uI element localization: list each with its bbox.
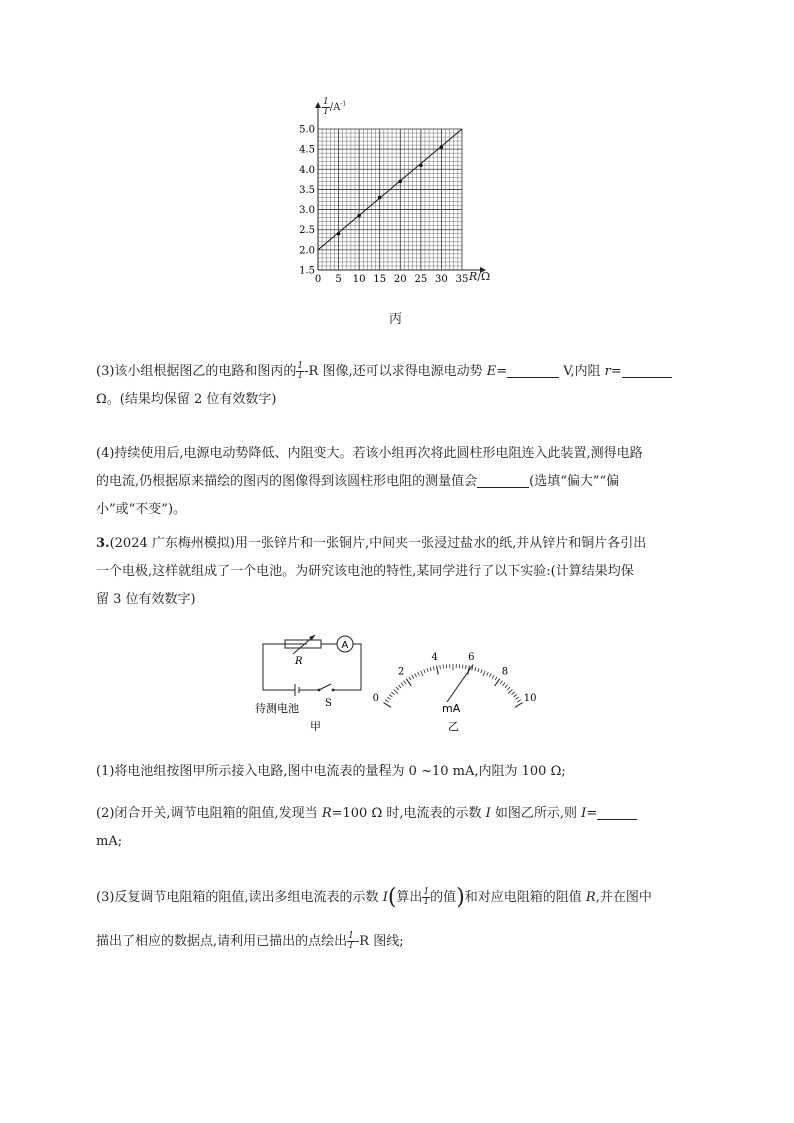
subquestion-1: (1)将电池组按图甲所示接入电路,图中电流表的量程为 0 ~10 mA,内阻为 100 Ω;: [96, 764, 566, 779]
meter-tick-labels: [373, 652, 537, 704]
switch-lever: [319, 684, 331, 690]
data-point: [440, 145, 444, 149]
meter-tick: [427, 668, 428, 672]
meter-tick: [481, 669, 482, 673]
meter-tick: [503, 683, 506, 686]
y-tick-label: 5.0: [299, 124, 315, 136]
meter-tick: [440, 665, 441, 669]
x-tick-label: 35: [455, 274, 469, 285]
x-tick-label: 0: [314, 274, 322, 285]
x-axis-label: R/Ω: [469, 270, 491, 283]
graph-caption: 丙: [389, 312, 403, 327]
meter-tick: [421, 671, 423, 677]
y-axis-label: $\frac{1}{I}$ $/A^{-1}$: [323, 97, 347, 117]
y-tick-label: 3.0: [299, 205, 315, 217]
answer-blank-E[interactable]: [507, 362, 559, 378]
data-point: [337, 232, 341, 236]
meter-tick: [383, 703, 391, 708]
meter-tick: [412, 675, 414, 678]
circuit-caption: 甲: [310, 720, 321, 733]
meter-tick: [394, 689, 398, 693]
meter-needle: [447, 664, 473, 702]
meter-tick: [389, 694, 392, 697]
meter-tick: [415, 673, 417, 677]
subquestion-2: (2)闭合开关,调节电阻箱的阻值,发现当 R=100 Ω 时,电流表的示数 I 如图乙所示,则 I= mA;: [96, 800, 706, 856]
meter-tick-label: 0: [372, 692, 380, 704]
meter-tick-label: 10: [523, 692, 537, 704]
meter-tick-label: 8: [501, 666, 509, 678]
resistor-label: R: [295, 656, 303, 667]
meter-tick: [466, 665, 467, 669]
meter-tick: [424, 669, 425, 673]
grid: [318, 129, 462, 270]
meter-tick: [500, 681, 502, 684]
y-tick-label: 3.5: [299, 184, 315, 196]
meter-caption: 乙: [448, 720, 459, 733]
meter-tick-label: 2: [397, 666, 405, 678]
graph-bing: [290, 96, 505, 296]
x-tick-label: 5: [335, 274, 342, 285]
meter-tick: [508, 689, 512, 693]
meter-tick: [512, 692, 515, 695]
answer-blank-4[interactable]: [477, 472, 529, 488]
y-axis-arrow: [315, 102, 321, 108]
data-point: [357, 214, 361, 218]
meter-tick: [515, 703, 523, 708]
meter-tick-label: 6: [468, 651, 475, 663]
x-tick-label: 25: [414, 274, 428, 285]
wire-top-left: [263, 644, 307, 690]
meter-tick: [391, 692, 394, 695]
meter-tick: [495, 677, 497, 680]
meter-tick: [505, 685, 508, 688]
meter-tick: [418, 672, 420, 676]
battery-label: 待测电池: [255, 702, 299, 715]
meter-tick: [433, 666, 434, 670]
x-tick-label: 15: [373, 274, 387, 285]
switch-contact: [318, 689, 321, 692]
meter-tick: [478, 668, 479, 672]
ammeter-label: A: [341, 640, 349, 651]
meter-tick: [487, 672, 489, 676]
y-tick-label: 4.5: [299, 144, 315, 156]
meter-tick: [430, 667, 431, 671]
y-tick-label: 1.5: [299, 265, 315, 277]
meter-tick: [516, 697, 519, 699]
meter-tick: [483, 671, 485, 677]
data-point: [398, 180, 402, 184]
question-3: (3)该小组根据图乙的电路和图丙的 $\frac{1}{I}$ -R 图像,还可以求得电源电动势 E= V,内阻 r= Ω。(结果均保留 2 位有效数字): [96, 358, 706, 414]
meter-tick: [517, 700, 520, 702]
meter-tick: [507, 687, 510, 690]
answer-blank-r[interactable]: [622, 362, 672, 378]
y-tick-label: 2.5: [299, 225, 315, 237]
meter-tick: [398, 685, 401, 688]
question-4: (4)持续使用后,电源电动势降低、内阻变大。若该小组再次将此圆柱形电阻连入此装置,测得电路 的电流,仍根据原来描绘的图丙的图像得到该圆柱形电阻的测量值会 (选填“偏大”“偏 小”或“不变”)。: [96, 446, 643, 517]
subquestion-3: (3)反复调节电阻箱的阻值,读出多组电流表的示数 I(算出 $\frac{1}{I}$ 的值)和对应电阻箱的阻值 R,并在图中 描出了相应的数据点,请利用已描出的点绘出 $\frac{1}{I}$ -R 图线;: [96, 885, 652, 951]
meter-tick: [404, 681, 406, 684]
problem-3: 3.(2024 广东梅州模拟)用一张锌片和一张铜片,中间夹一张浸过盐水的纸,并从锌片和铜片各引出 一个电极,这样就组成了一个电池。为研究该电池的特性,某同学进行了以下实验:(计算结果均保 留 3 位有效数字): [96, 536, 647, 607]
y-tick-label: 2.0: [299, 245, 315, 257]
meter-tick: [396, 687, 399, 690]
meter-tick-label: 4: [431, 651, 438, 663]
meter-tick: [514, 694, 517, 697]
meter-tick: [409, 677, 411, 680]
x-tick-label: 20: [393, 274, 407, 285]
x-tick-label: 10: [352, 274, 366, 285]
data-point: [419, 163, 423, 167]
meter-tick: [401, 683, 404, 686]
meter-tick: [492, 675, 494, 678]
meter-tick: [489, 673, 491, 677]
meter-tick: [385, 700, 388, 702]
meter-tick: [437, 666, 439, 675]
answer-blank-I[interactable]: [597, 804, 637, 820]
meter-tick: [387, 697, 390, 699]
y-tick-label: 4.0: [299, 164, 315, 176]
switch-label: S: [325, 698, 332, 709]
meter-diagram: [372, 628, 537, 740]
data-point: [378, 196, 382, 200]
meter-tick: [475, 667, 476, 671]
circuit-diagram: [255, 632, 375, 742]
x-tick-label: 30: [435, 274, 448, 285]
switch-contact-2: [332, 689, 335, 692]
meter-unit: mA: [442, 702, 461, 715]
